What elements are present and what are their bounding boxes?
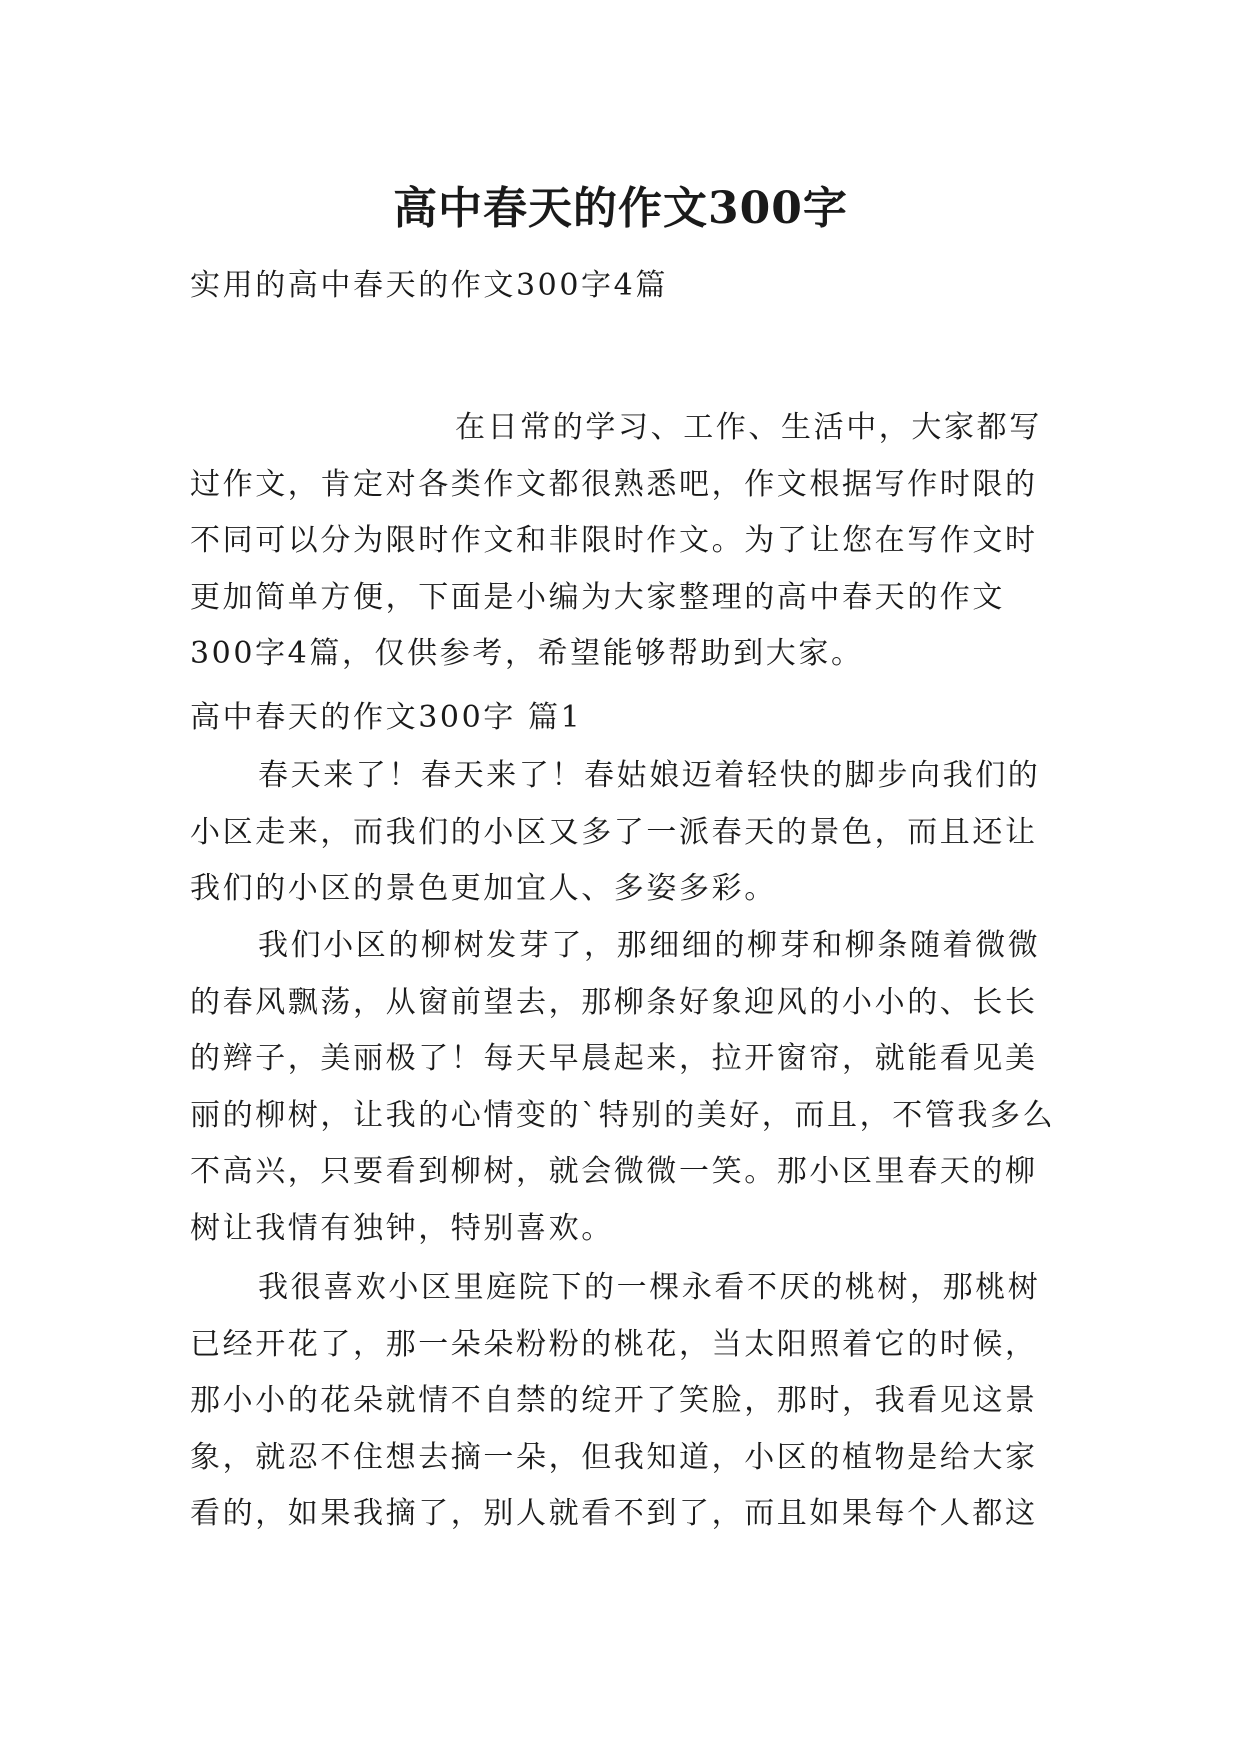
document-subtitle: 实用的高中春天的作文300字4篇 [190,268,668,303]
document-title: 高中春天的作文300字 [393,183,848,235]
body-paragraph-2: 我们小区的柳树发芽了，那细细的柳芽和柳条随着微微的春风飘荡，从窗前望去，那柳条好象迎风的小小的、长长的辫子，美丽极了！每天早晨起来，拉开窗帘，就能看见美丽的柳树，让我的心情变的`特别的美好，而且，不管我多么不高兴，只要看到柳树，就会微微一笑。那小区里春天的柳树让我情有独钟，特别喜欢。 [190,928,1056,1246]
body-paragraph-3: 我很喜欢小区里庭院下的一棵永看不厌的桃树，那桃树已经开花了，那一朵朵粉粉的桃花，当太阳照着它的时候，那小小的花朵就情不自禁的绽开了笑脸，那时，我看见这景象，就忍不住想去摘一朵，但我知道，小区的植物是给大家看的，如果我摘了，别人就看不到了，而且如果每个人都这 [190,1270,1041,1531]
body-paragraph-1: 春天来了！春天来了！春姑娘迈着轻快的脚步向我们的小区走来，而我们的小区又多了一派春天的景色，而且还让我们的小区的景色更加宜人、多姿多彩。 [190,758,1041,906]
intro-paragraph: 在日常的学习、工作、生活中，大家都写过作文，肯定对各类作文都很熟悉吧，作文根据写作时限的不同可以分为限时作文和非限时作文。为了让您在写作文时更加简单方便，下面是小编为大家整理的高中春天的作文300字4篇，仅供参考，希望能够帮助到大家。 [190,410,1042,671]
section-heading: 高中春天的作文300字 篇1 [190,700,583,735]
